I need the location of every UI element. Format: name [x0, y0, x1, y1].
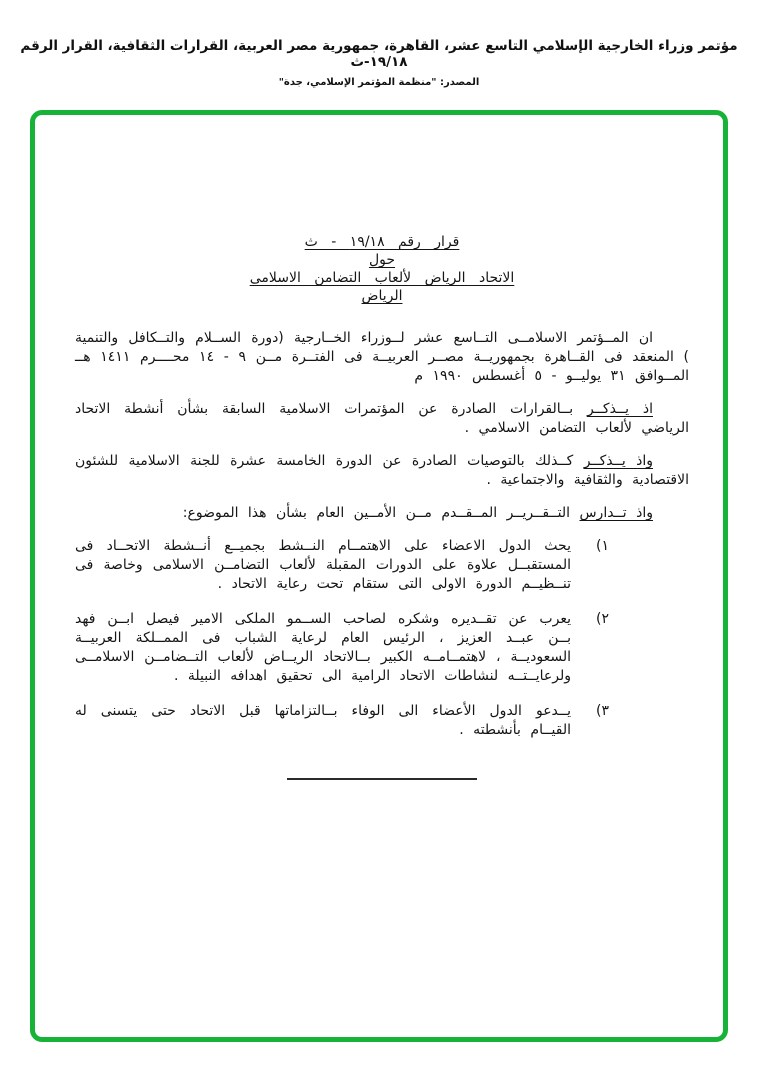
resolution-item-2 — [75, 610, 609, 686]
document-body — [35, 115, 723, 780]
scanned-document-frame — [30, 110, 728, 1042]
resolution-item-1 — [75, 537, 609, 594]
item-number: ٢) — [596, 611, 609, 627]
item-number: ١) — [596, 538, 609, 554]
preamble-paragraph — [75, 329, 689, 386]
paragraph-text: بــالقرارات الصادرة عن المؤتمرات الاسلامية السابقة بشأن أنشطة الاتحاد الرياضي لألعاب التضامن الاسلامي . — [75, 401, 689, 436]
item-text: يــدعو الدول الأعضاء الى الوفاء بــالتزاماتها قبل الاتحاد حتى يتسنى له القيــام بأنشطته . — [75, 703, 571, 738]
having-studied-paragraph — [75, 504, 689, 523]
paragraph-lead: اذ يــذكــر — [586, 401, 653, 417]
recalling-paragraph — [75, 400, 689, 438]
paragraph-text: ان المــؤتمر الاسلامــى التــاسع عشر لــوزراء الخــارجية (دورة الســلام والتــكافل والتنمية ) المنعقد فى القــاهرة بجمهوريــة مصــر العربيــة فى الفتــرة مــن ٩ - ١٤ محــــرم ١٤١١ هــ المــوافق ٣١ يوليــو - ٥ أغسطس ١٩٩٠ م — [75, 330, 690, 384]
paragraph-text: كــذلك بالتوصيات الصادرة عن الدورة الخامسة عشرة للجنة الاسلامية للشئون الاقتصادية والثقافية والاجتماعية . — [75, 453, 689, 488]
recalling-also-paragraph — [75, 452, 689, 490]
paragraph-lead: واذ يــذكــر — [583, 453, 653, 469]
resolution-item-3 — [75, 702, 609, 740]
citation-source-line: المصدر: "منظمة المؤتمر الإسلامي، جدة" — [278, 77, 480, 88]
item-text: يعرب عن تقــديره وشكره لصاحب الســمو الملكى الامير فيصل ابــن فهد بــن عبــد العزيز ، الرئيس العام لرعاية الشباب فى الممــلكة العربيــة السعوديــة ، لاهتمــامــه الكبير بــالاتحاد الريــاض لألعاب التــضامــن الاسلامــى ولرعايــتــه لنشاطات الاتحاد الرامية الى تحقيق اهدافه النبيلة . — [75, 611, 571, 684]
resolution-items — [75, 537, 689, 740]
citation-header — [0, 0, 758, 88]
paragraph-text: التــقــريــر المــقــدم مــن الأمــين العام بشأن هذا الموضوع: — [182, 505, 580, 521]
decree-about-label: حول — [368, 252, 396, 268]
closing-rule — [287, 778, 477, 780]
decree-subject-line: الاتحاد الرياض لألعاب التضامن الاسلامى — [249, 270, 515, 286]
paragraph-lead: واذ تــدارس — [579, 505, 653, 521]
decree-city-line: الرياض — [361, 288, 403, 304]
item-text: يحث الدول الاعضاء على الاهتمــام النــشط بجميــع أنــشطة الاتحــاد فى المستقبــل علاوة على الدورات المقبلة لألعاب التضامــن الاسلامى وخاصة فى تنــظيــم الدورة الاولى التى ستقام تحت رعاية الاتحاد . — [75, 538, 571, 592]
decree-title-block — [75, 233, 689, 305]
citation-title-line: مؤتمر وزراء الخارجية الإسلامي التاسع عشر، القاهرة، جمهورية مصر العربية، القرارات الثقافية، القرار الرقم ١٩/١٨-ث — [20, 38, 738, 70]
item-number: ٣) — [596, 703, 609, 719]
decree-number-line: قرار رقم ١٩/١٨ - ث — [304, 234, 460, 250]
